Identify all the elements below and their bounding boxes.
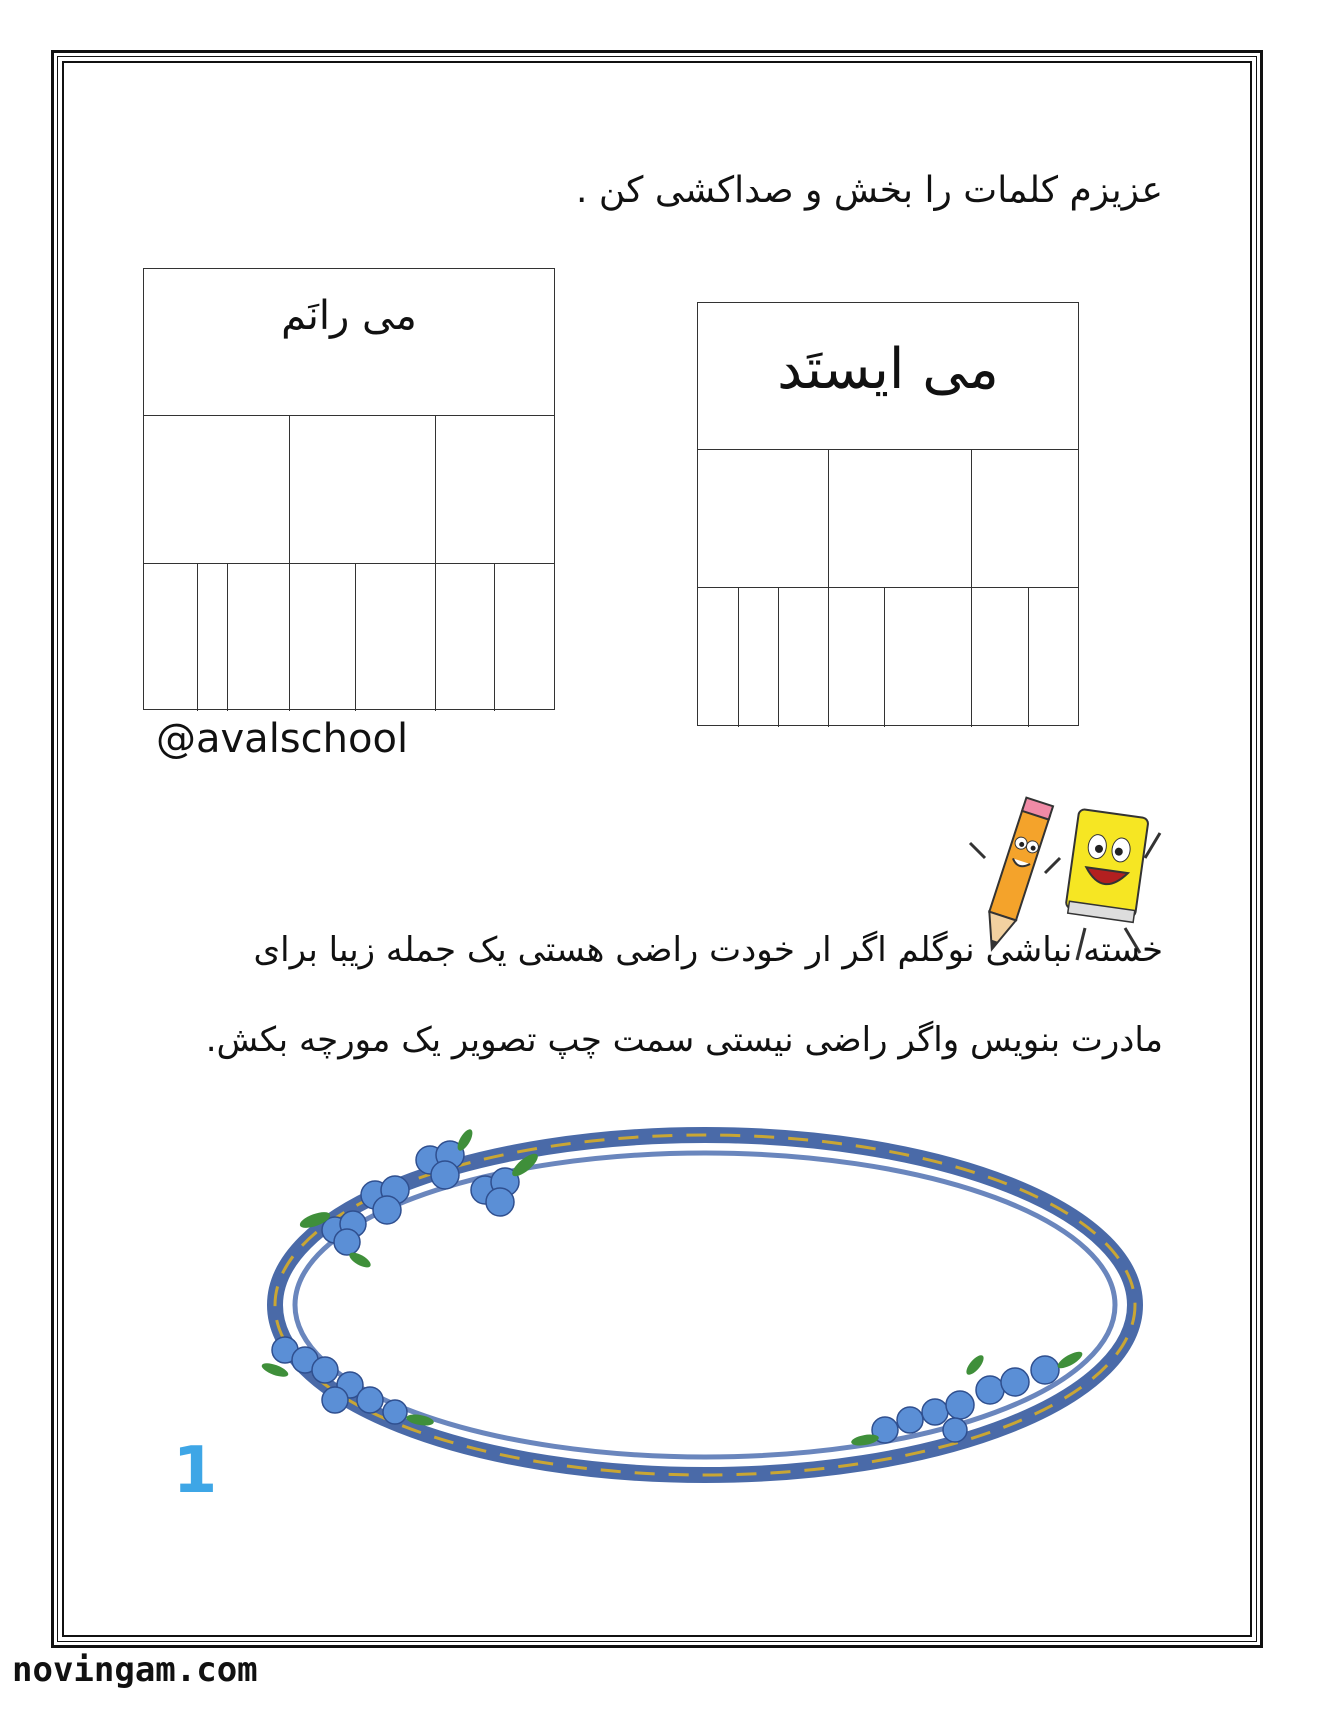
- box-column-line: [494, 563, 495, 711]
- grade-one-badge: [170, 1430, 220, 1510]
- flower-cluster: [260, 1337, 435, 1427]
- syllable-box-word-2: [143, 268, 555, 710]
- box-column-line: [884, 587, 885, 727]
- box-column-line: [197, 563, 198, 711]
- box-column-line: [435, 415, 436, 563]
- box-column-line: [828, 449, 829, 587]
- sentence-line-2: مادرت بنویس واگر راضی نیستی سمت چپ تصویر یک مورچه بکش.: [205, 1020, 1163, 1060]
- channel-handle: @avalschool: [156, 716, 409, 762]
- box-column-line: [971, 587, 972, 727]
- box-column-line: [227, 563, 228, 711]
- box-column-line: [828, 587, 829, 727]
- box-column-line: [738, 587, 739, 727]
- flower-wreath-frame: [255, 1120, 1155, 1500]
- word-label-2: می رانَم: [281, 293, 417, 339]
- box-column-line: [355, 563, 356, 711]
- box-divider: [144, 563, 554, 564]
- box-divider: [698, 587, 1078, 588]
- footer-site: novingam.com: [12, 1650, 258, 1690]
- sentence-line-1: خسته نباشی نوگلم اگر ار خودت راضی هستی یک جمله زیبا برای: [253, 930, 1163, 970]
- box-divider: [144, 415, 554, 416]
- box-divider: [698, 449, 1078, 450]
- badge-number: 1: [172, 1434, 218, 1508]
- instruction-text: عزیزم کلمات را بخش و صداکشی کن .: [576, 170, 1163, 211]
- box-column-line: [778, 587, 779, 727]
- box-column-line: [289, 415, 290, 563]
- box-column-line: [971, 449, 972, 587]
- box-column-line: [289, 563, 290, 711]
- box-column-line: [435, 563, 436, 711]
- syllable-box-word-1: [697, 302, 1079, 726]
- box-column-line: [1028, 587, 1029, 727]
- word-label-1: می ایستَد: [777, 337, 999, 402]
